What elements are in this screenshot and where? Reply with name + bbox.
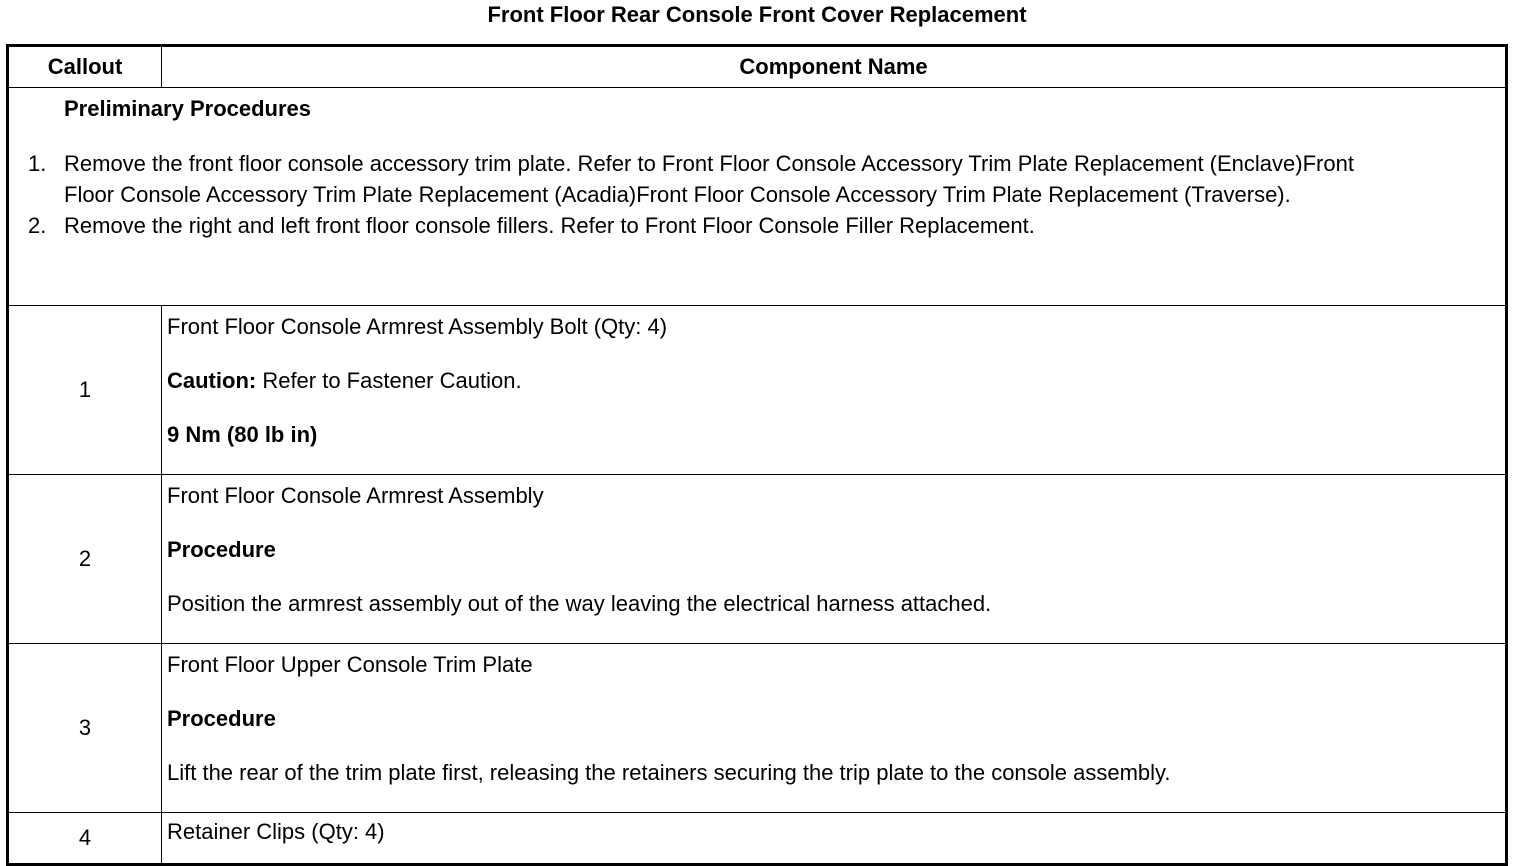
callout-number: 1 bbox=[8, 306, 162, 475]
component-name: Front Floor Console Armrest Assembly bbox=[167, 483, 544, 508]
procedure-text: Lift the rear of the trim plate first, releasing the retainers securing the trip plate to the console assembly. bbox=[167, 760, 1171, 785]
torque-spec: 9 Nm (80 lb in) bbox=[167, 422, 318, 447]
table-header-row bbox=[8, 46, 1507, 88]
preliminary-step bbox=[9, 210, 1505, 241]
preliminary-procedures-heading: Preliminary Procedures bbox=[64, 96, 312, 121]
document-title: Front Floor Rear Console Front Cover Replacement bbox=[487, 2, 1027, 27]
component-name: Front Floor Upper Console Trim Plate bbox=[167, 652, 533, 677]
table-row bbox=[8, 475, 1507, 644]
table-row bbox=[8, 306, 1507, 475]
callout-column-header: Callout bbox=[8, 46, 162, 88]
step-number: 2. bbox=[28, 213, 47, 238]
preliminary-steps-list bbox=[9, 148, 1505, 241]
component-cell bbox=[162, 306, 1507, 475]
preliminary-step bbox=[9, 148, 1505, 210]
table-row bbox=[8, 813, 1507, 865]
component-cell bbox=[162, 813, 1507, 865]
component-name: Front Floor Console Armrest Assembly Bolt (Qty: 4) bbox=[167, 314, 668, 339]
caution-text: Refer to Fastener Caution. bbox=[256, 368, 522, 393]
step-text: Remove the front floor console accessory trim plate. Refer to Front Floor Console Accessory Trim Plate Replacement (Enclave)Front Floor Console Accessory Trim Plate Replacement (Acadia)Front Floor Console Accessory Trim Plate Replacement (Traverse). bbox=[64, 151, 1354, 207]
step-number: 1. bbox=[28, 151, 47, 176]
procedure-label: Procedure bbox=[167, 706, 276, 731]
callout-number: 2 bbox=[8, 475, 162, 644]
table-row bbox=[8, 644, 1507, 813]
callout-number: 4 bbox=[8, 813, 162, 865]
caution-label: Caution: bbox=[167, 368, 257, 393]
procedure-text: Position the armrest assembly out of the way leaving the electrical harness attached. bbox=[167, 591, 992, 616]
component-cell bbox=[162, 475, 1507, 644]
callout-number: 3 bbox=[8, 644, 162, 813]
component-table bbox=[6, 44, 1508, 866]
preliminary-procedures-cell bbox=[8, 88, 1507, 306]
component-cell bbox=[162, 644, 1507, 813]
procedure-label: Procedure bbox=[167, 537, 276, 562]
preliminary-procedures-row bbox=[8, 88, 1507, 306]
caution-note bbox=[167, 368, 1497, 394]
component-name-column-header: Component Name bbox=[162, 46, 1507, 88]
component-name: Retainer Clips (Qty: 4) bbox=[167, 819, 385, 844]
step-text: Remove the right and left front floor console fillers. Refer to Front Floor Console Filler Replacement. bbox=[64, 213, 1035, 238]
